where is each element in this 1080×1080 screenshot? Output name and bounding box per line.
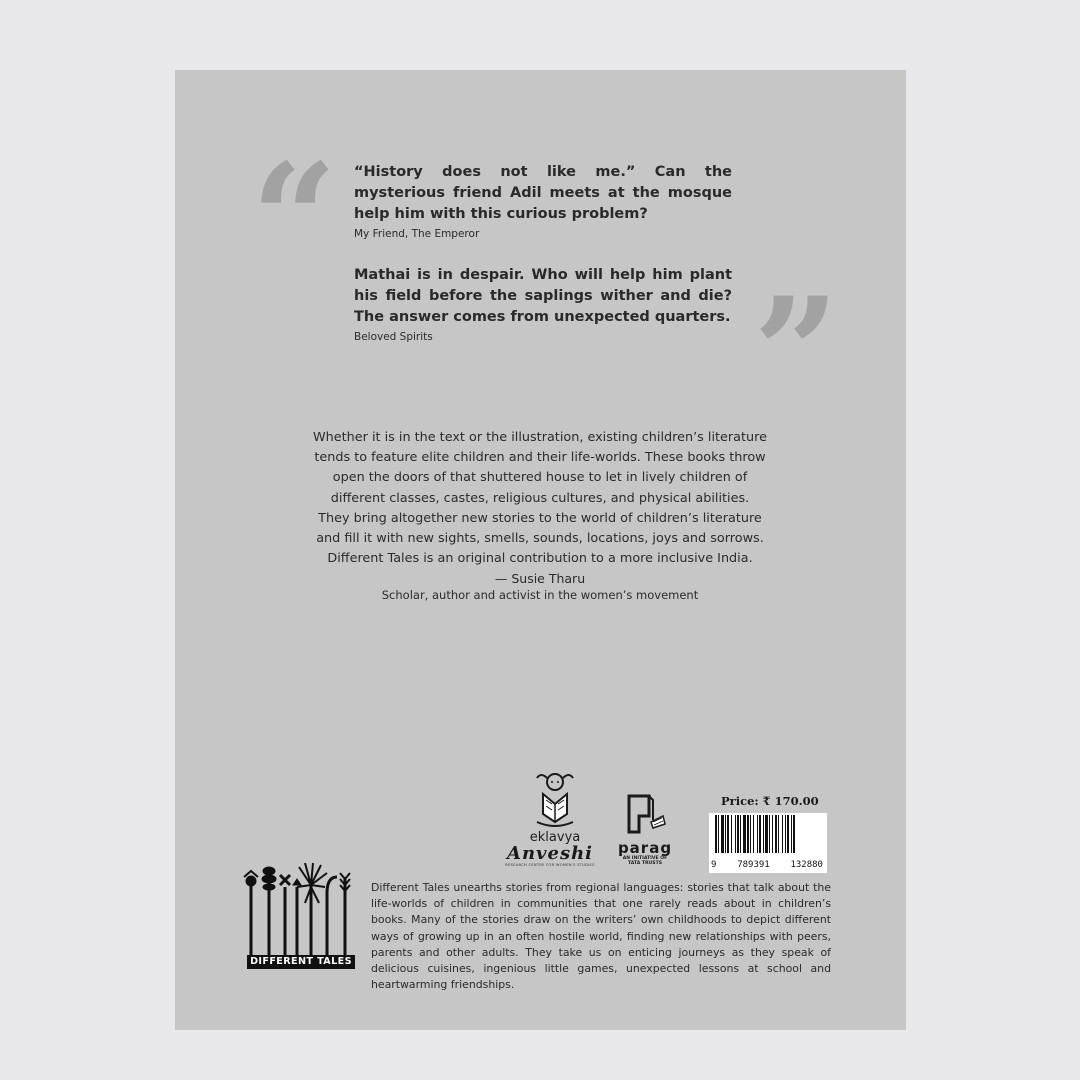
review-paragraph: Whether it is in the text or the illustration, existing children’s literature tends to feature elite children and their life-worlds. These books throw open the doors of that shuttered house to let in lively children of different classes, castes, religious cultures, and physical abilities. <box>312 430 767 506</box>
eklavya-logo <box>525 770 585 845</box>
barcode-bar <box>715 815 717 853</box>
different-tales-label: DIFFERENT TALES <box>247 955 355 969</box>
barcode-bars <box>709 815 827 861</box>
price-label: Price: ₹ 170.00 <box>721 794 819 808</box>
barcode-bar <box>782 815 783 853</box>
isbn-digit-group: 789391 <box>737 860 770 870</box>
open-quote-mark: “ <box>251 131 338 307</box>
barcode-bar <box>743 815 746 853</box>
quote-block <box>354 162 732 240</box>
barcode-bar <box>753 815 754 853</box>
barcode-bar <box>740 815 741 853</box>
barcode-bar <box>787 815 789 853</box>
girl-reading-icon <box>531 770 579 828</box>
isbn-digit-group: 132880 <box>790 860 823 870</box>
parag-logo <box>615 794 675 866</box>
barcode-bar <box>793 815 795 853</box>
eklavya-wordmark: eklavya <box>529 830 581 845</box>
barcode-bar <box>735 815 736 853</box>
barcode-bar <box>747 815 749 853</box>
barcode-bar <box>772 815 773 853</box>
barcode-bar <box>725 815 726 853</box>
review-paragraph: They bring altogether new stories to the world of children’s literature and fill it with new sights, smells, sounds, locations, joys and sorrows. Different Tales is an original contribution to a more inclusive India. <box>316 510 764 567</box>
close-quote-mark: ” <box>753 265 840 441</box>
barcode-bar <box>718 815 719 853</box>
isbn-digit-group: 9 <box>711 860 717 870</box>
anveshi-tagline: RESEARCH CENTRE FOR WOMEN'S STUDIES <box>505 863 595 867</box>
parag-door-icon <box>623 794 667 834</box>
parag-tagline: TATA TRUSTS <box>627 861 663 866</box>
barcode-bar <box>757 815 758 853</box>
barcode-bar <box>763 815 764 853</box>
quote-text: Mathai is in despair. Who will help him plant his field before the saplings wither and die? The answer comes from unexpected quarters. <box>354 267 732 325</box>
barcode-bar <box>775 815 777 853</box>
book-back-cover <box>175 70 906 1030</box>
quote-source: Beloved Spirits <box>354 331 433 343</box>
barcode-bar <box>750 815 751 853</box>
series-description: Different Tales unearths stories from regional languages: stories that talk about the life-worlds of children in communities that one rarely reads about in children’s books. Many of the stories draw on the writers’ own childhoods to depict different ways of growing up in an often hostile world, finding new relationships with peers, parents and other adults. They take us on enticing journeys as they speak of delicious cuisines, ingenious little games, unexpected lessons at school and heartwarming friendships. <box>371 881 831 992</box>
barcode-bar <box>778 815 779 853</box>
parag-wordmark: parag <box>617 839 673 857</box>
barcode-bar <box>721 815 724 853</box>
barcode-bar <box>791 815 792 853</box>
barcode-bar <box>785 815 786 853</box>
barcode-bar <box>727 815 729 853</box>
quote-text: “History does not like me.” Can the mysterious friend Adil meets at the mosque help him with this curious problem? <box>354 164 732 222</box>
barcode-bar <box>769 815 770 853</box>
barcode-bar <box>731 815 732 853</box>
barcode-bar <box>765 815 768 853</box>
isbn-digits <box>709 860 827 870</box>
review-blurb <box>310 428 770 603</box>
anveshi-wordmark: Anveshi <box>506 843 594 864</box>
different-tales-plants-icon <box>241 863 357 969</box>
barcode-bar <box>759 815 761 853</box>
anveshi-logo <box>505 845 595 867</box>
parag-tagline: AN INITIATIVE OF <box>622 856 668 861</box>
isbn-barcode <box>709 813 827 873</box>
quote-source: My Friend, The Emperor <box>354 228 480 240</box>
quote-block <box>354 265 732 343</box>
review-author: — Susie Tharu <box>494 571 586 587</box>
review-author-role: Scholar, author and activist in the women’s movement <box>381 588 699 603</box>
barcode-bar <box>737 815 739 853</box>
